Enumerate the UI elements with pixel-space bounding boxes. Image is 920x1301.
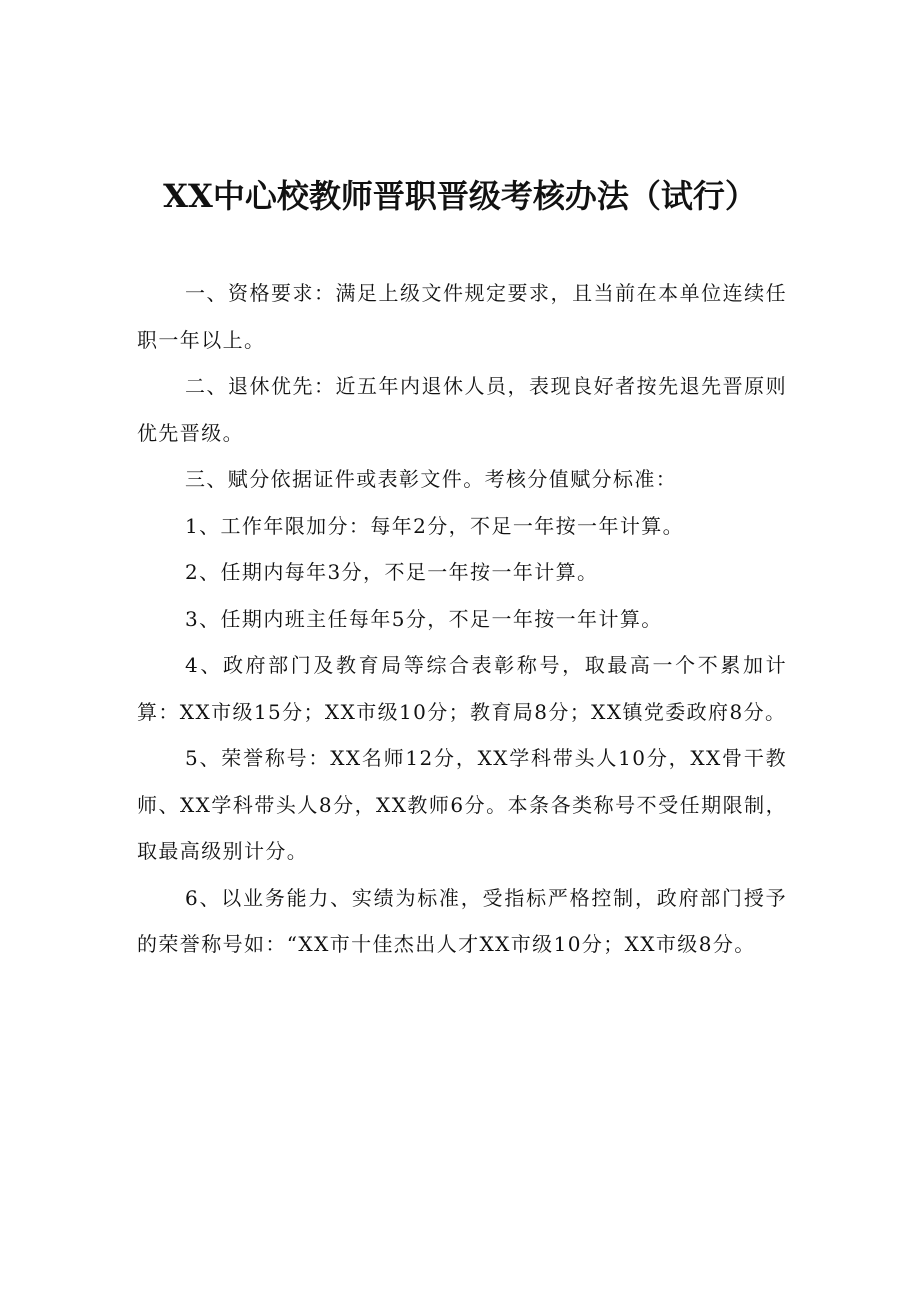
paragraph-qualification: 一、资格要求：满足上级文件规定要求，且当前在本单位连续任职一年以上。: [137, 281, 787, 352]
paragraph-item-3: 3、任期内班主任每年5分，不足一年按一年计算。: [185, 606, 663, 631]
paragraph-item-6: 6、以业务能力、实绩为标准，受指标严格控制，政府部门授予的荣誉称号如：“XX市十佳杰出人才XX市级10分；XX市级8分。: [137, 885, 787, 956]
paragraph-item-5: 5、荣誉称号：XX名师12分，XX学科带头人10分，XX骨干教师、XX学科带头人8分，XX教师6分。本条各类称号不受任期限制，取最高级别计分。: [137, 746, 787, 863]
document-title: XX中心校教师晋职晋级考核办法（试行）: [163, 177, 757, 215]
paragraph-item-2: 2、任期内每年3分，不足一年按一年计算。: [185, 560, 599, 584]
paragraph-item-1: 1、工作年限加分：每年2分，不足一年按一年计算。: [185, 513, 685, 538]
paragraph-item-4: 4、政府部门及教育局等综合表彰称号，取最高一个不累加计算：XX市级15分；XX市级10分；教育局8分；XX镇党委政府8分。: [137, 653, 787, 724]
document-body: [137, 270, 787, 968]
paragraph-scoring-basis: 三、赋分依据证件或表彰文件。考核分值赋分标准：: [185, 467, 678, 491]
paragraph-retirement-priority: 二、退休优先：近五年内退休人员，表现良好者按先退先晋原则优先晋级。: [137, 374, 787, 445]
